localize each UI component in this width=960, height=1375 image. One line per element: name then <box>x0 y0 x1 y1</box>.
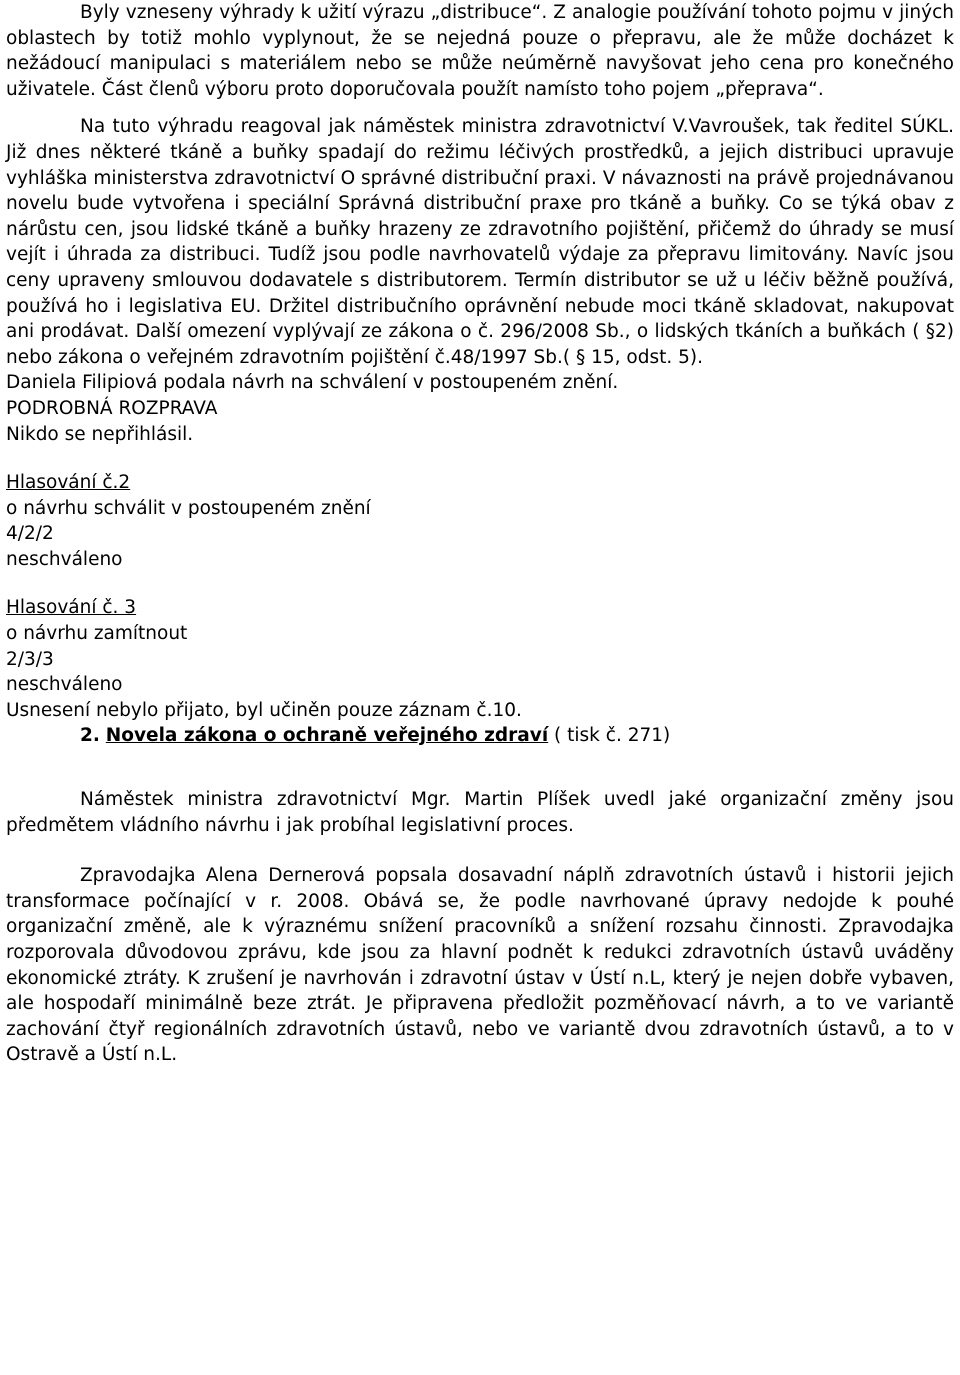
vote-3-motion: o návrhu zamítnout <box>6 623 188 645</box>
vote-2-motion: o návrhu schválit v postoupeném znění <box>6 497 371 519</box>
paragraph-plisek-intro: Náměstek ministra zdravotnictví Mgr. Martin Plíšek uvedl jaké organizační změny jsou předmětem vládního návrhu i jak probíhal legislativní proces. <box>6 789 954 836</box>
vote-2-block <box>6 470 954 572</box>
paragraph-ministry-response: Na tuto výhradu reagoval jak náměstek ministra zdravotnictví V.Vavroušek, tak ředitel SÚKL. Již dnes některé tkáně a buňky spadají do režimu léčivých prostředků, a jejich distribuci upravuje vyhláška ministerstva zdravotnictví O správné distribuční praxi. V návaznosti na právě projednávanou novelu bude vytvořena i speciální Správná distribuční praxe pro tkáně a buňky. Co se týká obav z nárůstu cen, jsou lidské tkáně a buňky hrazeny ze zdravotního pojištění, přičemž do úhrady se musí vejít i úhrada za distribuci. Tudíž jsou podle navrhovatelů výdaje za přepravu limitovány. Navíc jsou ceny upraveny smlouvou dodavatele s distributorem. Termín distributor se už u léčiv běžně používá, používá ho i legislativa EU. Držitel distribučního oprávnění nebude moci tkáně skladovat, nakupovat ani prodávat. Další omezení vyplývají ze zákona o č. 296/2008 Sb., o lidských tkáních a buňkách ( §2) nebo zákona o veřejném zdravotním pojištění č.48/1997 Sb.( § 15, odst. 5). <box>6 116 954 368</box>
vote-3-outcome: neschváleno <box>6 674 123 696</box>
agenda-item-title: Novela zákona o ochraně veřejného zdraví <box>105 725 549 747</box>
paragraph-filipiova-motion: Daniela Filipiová podala návrh na schválení v postoupeném znění. <box>6 372 619 394</box>
document-page <box>6 0 954 1068</box>
no-speakers-note: Nikdo se nepřihlásil. <box>6 423 194 445</box>
vote-2-result: 4/2/2 <box>6 523 54 545</box>
agenda-item-tisk: ( tisk č. 271) <box>548 725 671 747</box>
agenda-item-2 <box>6 723 954 749</box>
resolution-note: Usnesení nebylo přijato, byl učiněn pouze záznam č.10. <box>6 699 522 721</box>
heading-detailed-debate: PODROBNÁ ROZPRAVA <box>6 397 218 419</box>
vote-3-title: Hlasování č. 3 <box>6 597 137 619</box>
vote-3-block <box>6 595 954 697</box>
paragraph-distribution-objection: Byly vzneseny výhrady k užití výrazu „distribuce“. Z analogie používání tohoto pojmu v jiných oblastech by totiž mohlo vyplynout, že se nejedná pouze o přepravu, ale že může docházet k nežádoucí manipulaci s materiálem nebo se může neúměrně navyšovat jeho cena pro konečného uživatele. Část členů výboru proto doporučovala použít namísto toho pojem „přeprava“. <box>6 2 954 100</box>
vote-2-outcome: neschváleno <box>6 548 123 570</box>
vote-2-title: Hlasování č.2 <box>6 472 131 494</box>
paragraph-dernerova-report: Zpravodajka Alena Dernerová popsala dosavadní náplň zdravotních ústavů i historii jejich transformace počínající v r. 2008. Obává se, že podle navrhované úpravy nedojde k pouhé organizační změně, ale k výraznému snížení pracovníků a snížení rozsahu činnosti. Zpravodajka rozporovala důvodovou zprávu, kde jsou za hlavní podnět k redukci zdravotních ústavů uváděny ekonomické ztráty. K zrušení je navrhován i zdravotní ústav v Ústí n.L, který je nejen dobře vybaven, ale hospodaří minimálně beze ztrát. Je připravena předložit pozměňovací návrh, a to ve variantě zachování čtyř regionálních zdravotních ústavů, nebo ve variantě dvou zdravotních ústavů, a to v Ostravě a Ústí n.L. <box>6 865 954 1066</box>
agenda-item-number: 2. <box>80 725 100 747</box>
vote-3-result: 2/3/3 <box>6 648 54 670</box>
